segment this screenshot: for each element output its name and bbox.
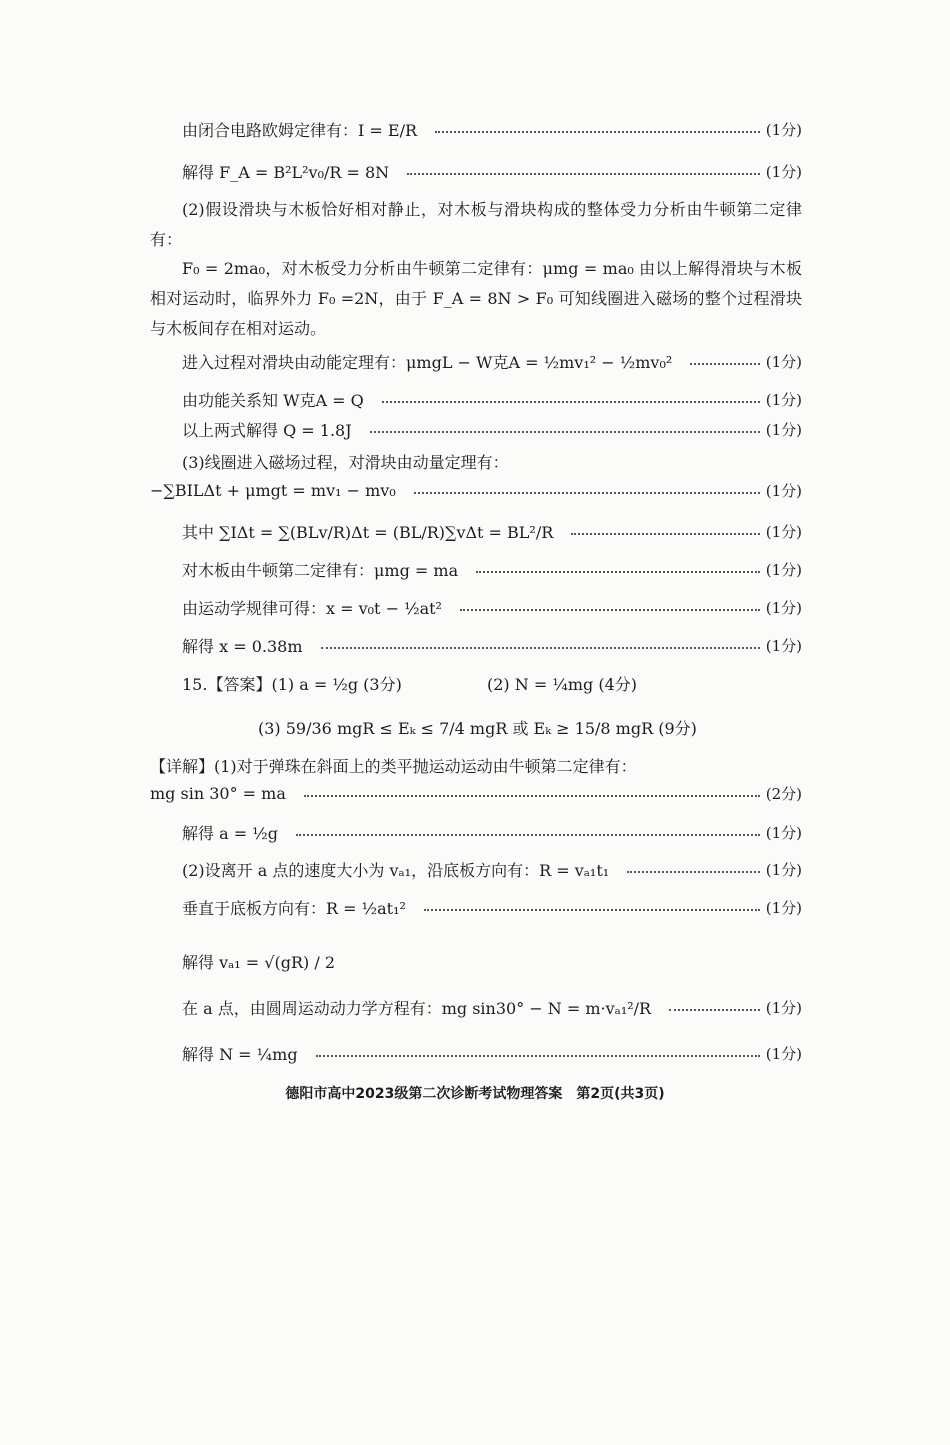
detail-title xyxy=(150,754,802,777)
step-line xyxy=(182,418,802,441)
step-score: (1分) xyxy=(765,599,802,617)
part3-title xyxy=(182,450,802,473)
dot-leader xyxy=(316,1055,760,1057)
step-score: (1分) xyxy=(765,999,802,1017)
detail-title-text: 【详解】(1)对于弹珠在斜面上的类平抛运动运动由牛顿第二定律有： xyxy=(150,757,637,776)
step-expression: 以上两式解得 Q = 1.8J xyxy=(182,421,352,440)
step-line xyxy=(182,118,802,141)
page-footer: 德阳市高中2023级第二次诊断考试物理答案 第2页(共3页) xyxy=(285,1086,665,1102)
dot-leader xyxy=(669,1009,760,1011)
dot-leader xyxy=(424,909,760,911)
step-expression: 对木板由牛顿第二定律有：μmg = ma xyxy=(182,561,459,580)
step-expression: 由功能关系知 W克A = Q xyxy=(182,391,364,410)
step-score: (1分) xyxy=(765,637,802,655)
step-expression: 由运动学规律可得：x = v₀t − ½at² xyxy=(182,599,442,618)
dot-leader xyxy=(476,571,760,573)
step-expression: 解得 a = ½g xyxy=(182,824,278,843)
step-line xyxy=(182,821,802,844)
step-line xyxy=(182,996,802,1019)
step-expression: 解得 x = 0.38m xyxy=(182,637,303,656)
step-line xyxy=(182,858,802,881)
step-expression: 解得 N = ¼mg xyxy=(182,1045,298,1064)
dot-leader xyxy=(690,363,759,365)
step-score: (1分) xyxy=(765,353,802,371)
part2-intro: (2)假设滑块与木板恰好相对静止，对木板与滑块构成的整体受力分析由牛顿第二定律有： xyxy=(150,200,802,249)
dot-leader xyxy=(571,533,759,535)
solve-va1 xyxy=(182,950,802,973)
dot-leader xyxy=(627,871,760,873)
step-score: (2分) xyxy=(765,785,802,803)
part2-analysis: F₀ = 2ma₀，对木板受力分析由牛顿第二定律有：μmg = ma₀ 由以上解得滑块与木板相对运动时，临界外力 F₀ =2N，由于 F_A = 8N > F₀ 可知线圈进入磁场的整个过程滑块与木板间存在相对运动。 xyxy=(150,259,802,338)
step-score: (1分) xyxy=(765,121,802,139)
solve-va1-text: 解得 vₐ₁ = √(gR) / 2 xyxy=(182,953,336,972)
step-score: (1分) xyxy=(765,163,802,181)
step-line xyxy=(182,1042,802,1065)
q15-answer-2: (2) N = ¼mg (4分) xyxy=(487,675,638,694)
step-score: (1分) xyxy=(765,523,802,541)
dot-leader xyxy=(304,795,760,797)
step-expression: (2)设离开 a 点的速度大小为 vₐ₁，沿底板方向有：R = vₐ₁t₁ xyxy=(182,861,610,880)
step-line xyxy=(182,388,802,411)
step-score: (1分) xyxy=(765,561,802,579)
step-line xyxy=(182,896,802,919)
step-expression: mg sin 30° = ma xyxy=(150,784,286,803)
step-line xyxy=(182,350,802,373)
dot-leader xyxy=(460,609,760,611)
step-expression: 垂直于底板方向有：R = ½at₁² xyxy=(182,899,406,918)
step-score: (1分) xyxy=(765,421,802,439)
step-expression: 进入过程对滑块由动能定理有：μmgL − W克A = ½mv₁² − ½mv₀² xyxy=(182,353,673,372)
step-score: (1分) xyxy=(765,1045,802,1063)
q15-answer-1: 15.【答案】(1) a = ½g (3分) xyxy=(182,675,402,694)
step-expression: 在 a 点，由圆周运动动力学方程有：mg sin30° − N = m·vₐ₁²/R xyxy=(182,999,652,1018)
dot-leader xyxy=(370,431,760,433)
q15-answer-3: (3) 59/36 mgR ≤ Eₖ ≤ 7/4 mgR 或 Eₖ ≥ 15/8 mgR (9分) xyxy=(258,719,697,738)
step-expression: 解得 F_A = B²L²v₀/R = 8N xyxy=(182,163,390,182)
step-line xyxy=(182,634,802,657)
step-score: (1分) xyxy=(765,899,802,917)
step-line xyxy=(150,480,802,501)
step-score: (1分) xyxy=(765,861,802,879)
step-line xyxy=(182,520,802,543)
step-line xyxy=(182,160,802,183)
dot-leader xyxy=(296,834,760,836)
step-score: (1分) xyxy=(765,391,802,409)
step-line xyxy=(150,783,802,804)
step-line xyxy=(182,596,802,619)
step-expression: 由闭合电路欧姆定律有：I = E/R xyxy=(182,121,418,140)
dot-leader xyxy=(382,401,760,403)
step-line xyxy=(182,558,802,581)
dot-leader xyxy=(435,131,760,133)
step-expression: 其中 ∑IΔt = ∑(BLv/R)Δt = (BL/R)∑vΔt = BL²/R xyxy=(182,523,554,542)
step-score: (1分) xyxy=(765,482,802,500)
step-score: (1分) xyxy=(765,824,802,842)
step-expression: −∑BILΔt + μmgt = mv₁ − mv₀ xyxy=(150,481,396,500)
dot-leader xyxy=(407,173,760,175)
dot-leader xyxy=(414,492,760,494)
part3-title-text: (3)线圈进入磁场过程，对滑块由动量定理有： xyxy=(182,453,509,472)
dot-leader xyxy=(321,647,760,649)
